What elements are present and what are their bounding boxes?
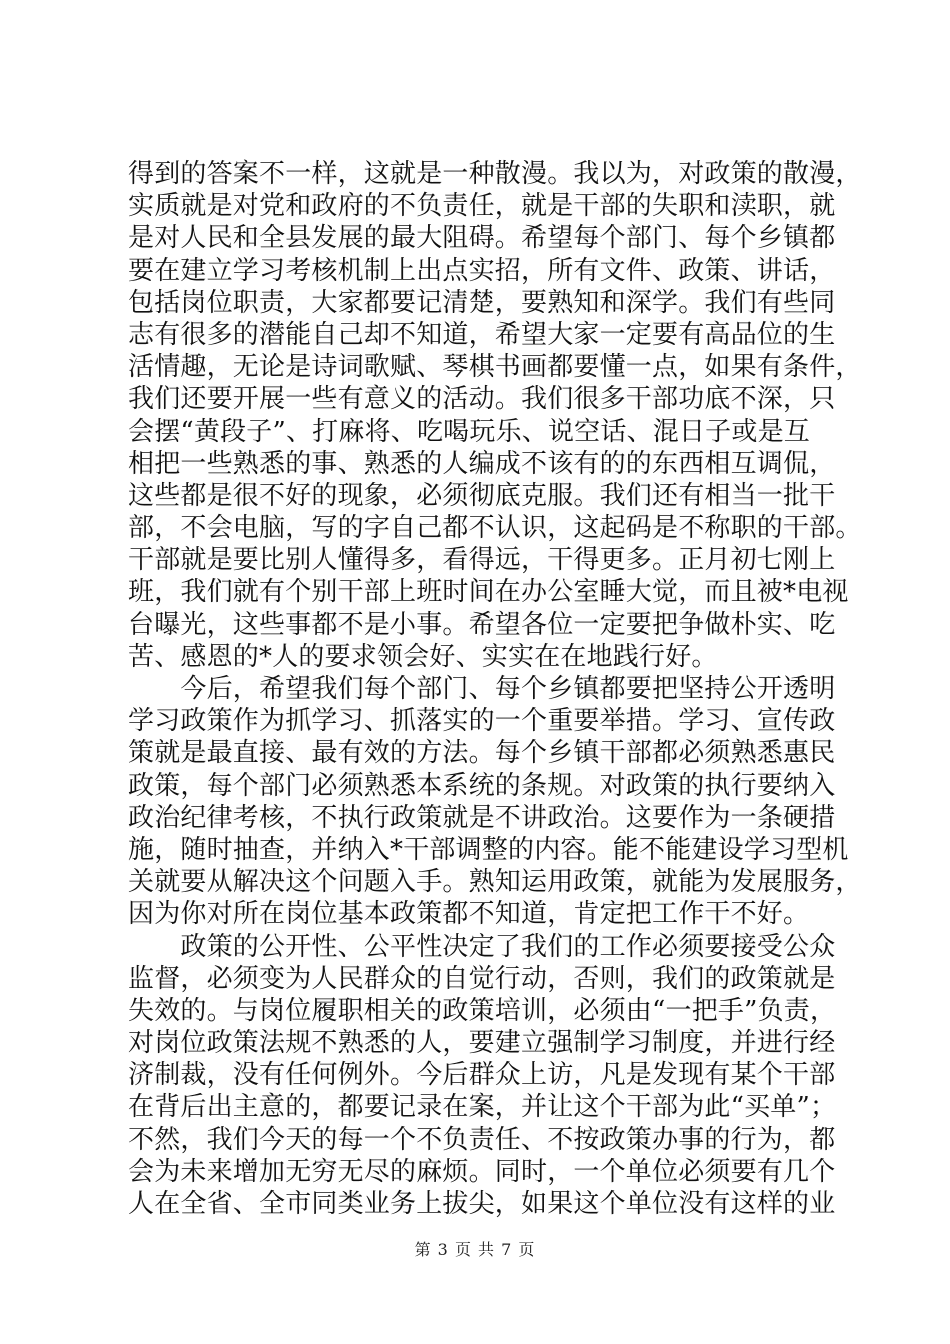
- text-line: 政策，每个部门必须熟悉本系统的条规。对政策的执行要纳入: [128, 770, 836, 801]
- page-number-footer: 第 3 页 共 7 页: [414, 1240, 536, 1259]
- text-line: 不然，我们今天的每一个不负责任、不按政策办事的行为，都: [128, 1124, 836, 1155]
- text-line: 济制裁，没有任何例外。今后群众上访，凡是发现有某个干部: [128, 1060, 836, 1091]
- body-text: [128, 158, 862, 1220]
- text-line: 包括岗位职责，大家都要记清楚，要熟知和深学。我们有些同: [128, 287, 836, 318]
- text-line: 会为未来增加无穷无尽的麻烦。同时，一个单位必须要有几个: [128, 1156, 836, 1187]
- text-line: 失效的。与岗位履职相关的政策培训，必须由“一把手”负责，: [128, 995, 837, 1026]
- text-line: 班，我们就有个别干部上班时间在办公室睡大觉，而且被*电视: [128, 577, 849, 608]
- text-line: 今后，希望我们每个部门、每个乡镇都要把坚持公开透明: [128, 674, 836, 704]
- text-line: 活情趣，无论是诗词歌赋、琴棋书画都要懂一点，如果有条件，: [128, 352, 862, 383]
- text-line: 苦、感恩的*人的要求领会好、实实在在地践行好。: [128, 641, 718, 672]
- text-line: 人在全省、全市同类业务上拔尖，如果这个单位没有这样的业: [128, 1189, 836, 1219]
- text-line: 会摆“黄段子”、打麻将、吃喝玩乐、说空话、混日子或是互: [128, 416, 810, 447]
- text-line: 因为你对所在岗位基本政策都不知道，肯定把工作干不好。: [128, 899, 810, 930]
- text-line: 政治纪律考核，不执行政策就是不讲政治。这要作为一条硬措: [128, 802, 836, 833]
- text-line: 监督，必须变为人民群众的自觉行动，否则，我们的政策就是: [128, 963, 836, 994]
- text-line: 志有很多的潜能自己却不知道，希望大家一定要有高品位的生: [128, 319, 836, 350]
- text-line: 在背后出主意的，都要记录在案，并让这个干部为此“买单”；: [128, 1092, 837, 1123]
- text-line: 要在建立学习考核机制上出点实招，所有文件、政策、讲话，: [128, 255, 836, 286]
- text-line: 政策的公开性、公平性决定了我们的工作必须要接受公众: [128, 931, 836, 962]
- text-line: 对岗位政策法规不熟悉的人，要建立强制学习制度，并进行经: [128, 1028, 836, 1059]
- text-line: 台曝光，这些事都不是小事。希望各位一定要把争做朴实、吃: [128, 609, 836, 640]
- text-line: 是对人民和全县发展的最大阻碍。希望每个部门、每个乡镇都: [128, 223, 836, 254]
- text-line: 得到的答案不一样，这就是一种散漫。我以为，对政策的散漫，: [128, 159, 862, 189]
- text-line: 策就是最直接、最有效的方法。每个乡镇干部都必须熟悉惠民: [128, 738, 836, 769]
- text-line: 部，不会电脑，写的字自己都不认识，这起码是不称职的干部。: [128, 513, 862, 544]
- text-line: 这些都是很不好的现象，必须彻底克服。我们还有相当一批干: [128, 480, 836, 511]
- text-line: 实质就是对党和政府的不负责任，就是干部的失职和渎职，就: [128, 191, 836, 222]
- text-line: 关就要从解决这个问题入手。熟知运用政策，就能为发展服务，: [128, 867, 862, 898]
- text-line: 干部就是要比别人懂得多，看得远，干得更多。正月初七刚上: [128, 545, 836, 576]
- text-line: 施，随时抽查，并纳入*干部调整的内容。能不能建设学习型机: [128, 834, 849, 865]
- text-line: 相把一些熟悉的事、熟悉的人编成不该有的的东西相互调侃，: [128, 448, 836, 479]
- text-line: 我们还要开展一些有意义的活动。我们很多干部功底不深，只: [128, 384, 836, 415]
- text-line: 学习政策作为抓学习、抓落实的一个重要举措。学习、宣传政: [128, 706, 836, 737]
